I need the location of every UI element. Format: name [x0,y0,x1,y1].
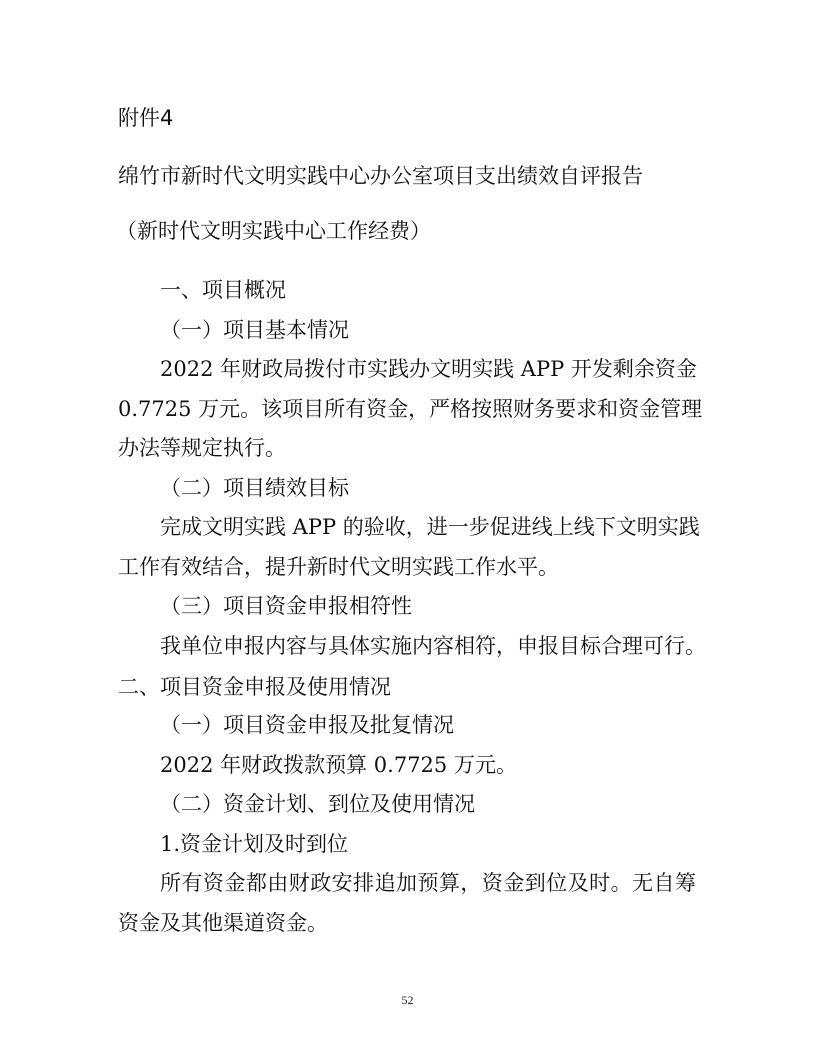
section-2-2-heading: （二）资金计划、到位及使用情况 [160,792,475,816]
section-1-2-para-line-1: 完成文明实践 APP 的验收，进一步促进线上线下文明实践 [160,515,700,539]
page-number: 52 [401,993,414,1007]
section-2-2-1-para-line-1: 所有资金都由财政安排追加预算，资金到位及时。无自筹 [160,871,696,895]
section-1-3-heading: （三）项目资金申报相符性 [160,594,412,618]
section-2-2-1-heading: 1.资金计划及时到位 [160,832,349,856]
section-1-1-para-line-2: 0.7725 万元。该项目所有资金，严格按照财务要求和资金管理 [118,397,703,421]
section-1-1-heading: （一）项目基本情况 [160,318,349,342]
section-1-heading: 一、项目概况 [160,278,286,302]
section-2-heading: 二、项目资金申报及使用情况 [118,675,391,699]
section-1-2-heading: （二）项目绩效目标 [160,476,349,500]
section-2-1-heading: （一）项目资金申报及批复情况 [160,713,454,737]
report-title: 绵竹市新时代文明实践中心办公室项目支出绩效自评报告 [118,164,643,188]
report-subtitle: （新时代文明实践中心工作经费） [116,219,431,243]
section-2-1-para-line-1: 2022 年财政拨款预算 0.7725 万元。 [160,753,517,777]
section-1-2-para-line-2: 工作有效结合，提升新时代文明实践工作水平。 [118,555,559,579]
section-1-3-para-line-1: 我单位申报内容与具体实施内容相符，申报目标合理可行。 [160,634,706,658]
attachment-label: 附件4 [118,106,174,130]
section-1-1-para-line-1: 2022 年财政局拨付市实践办文明实践 APP 开发剩余资金 [160,357,697,381]
section-1-1-para-line-3: 办法等规定执行。 [118,436,286,460]
section-2-2-1-para-line-2: 资金及其他渠道资金。 [118,911,328,935]
